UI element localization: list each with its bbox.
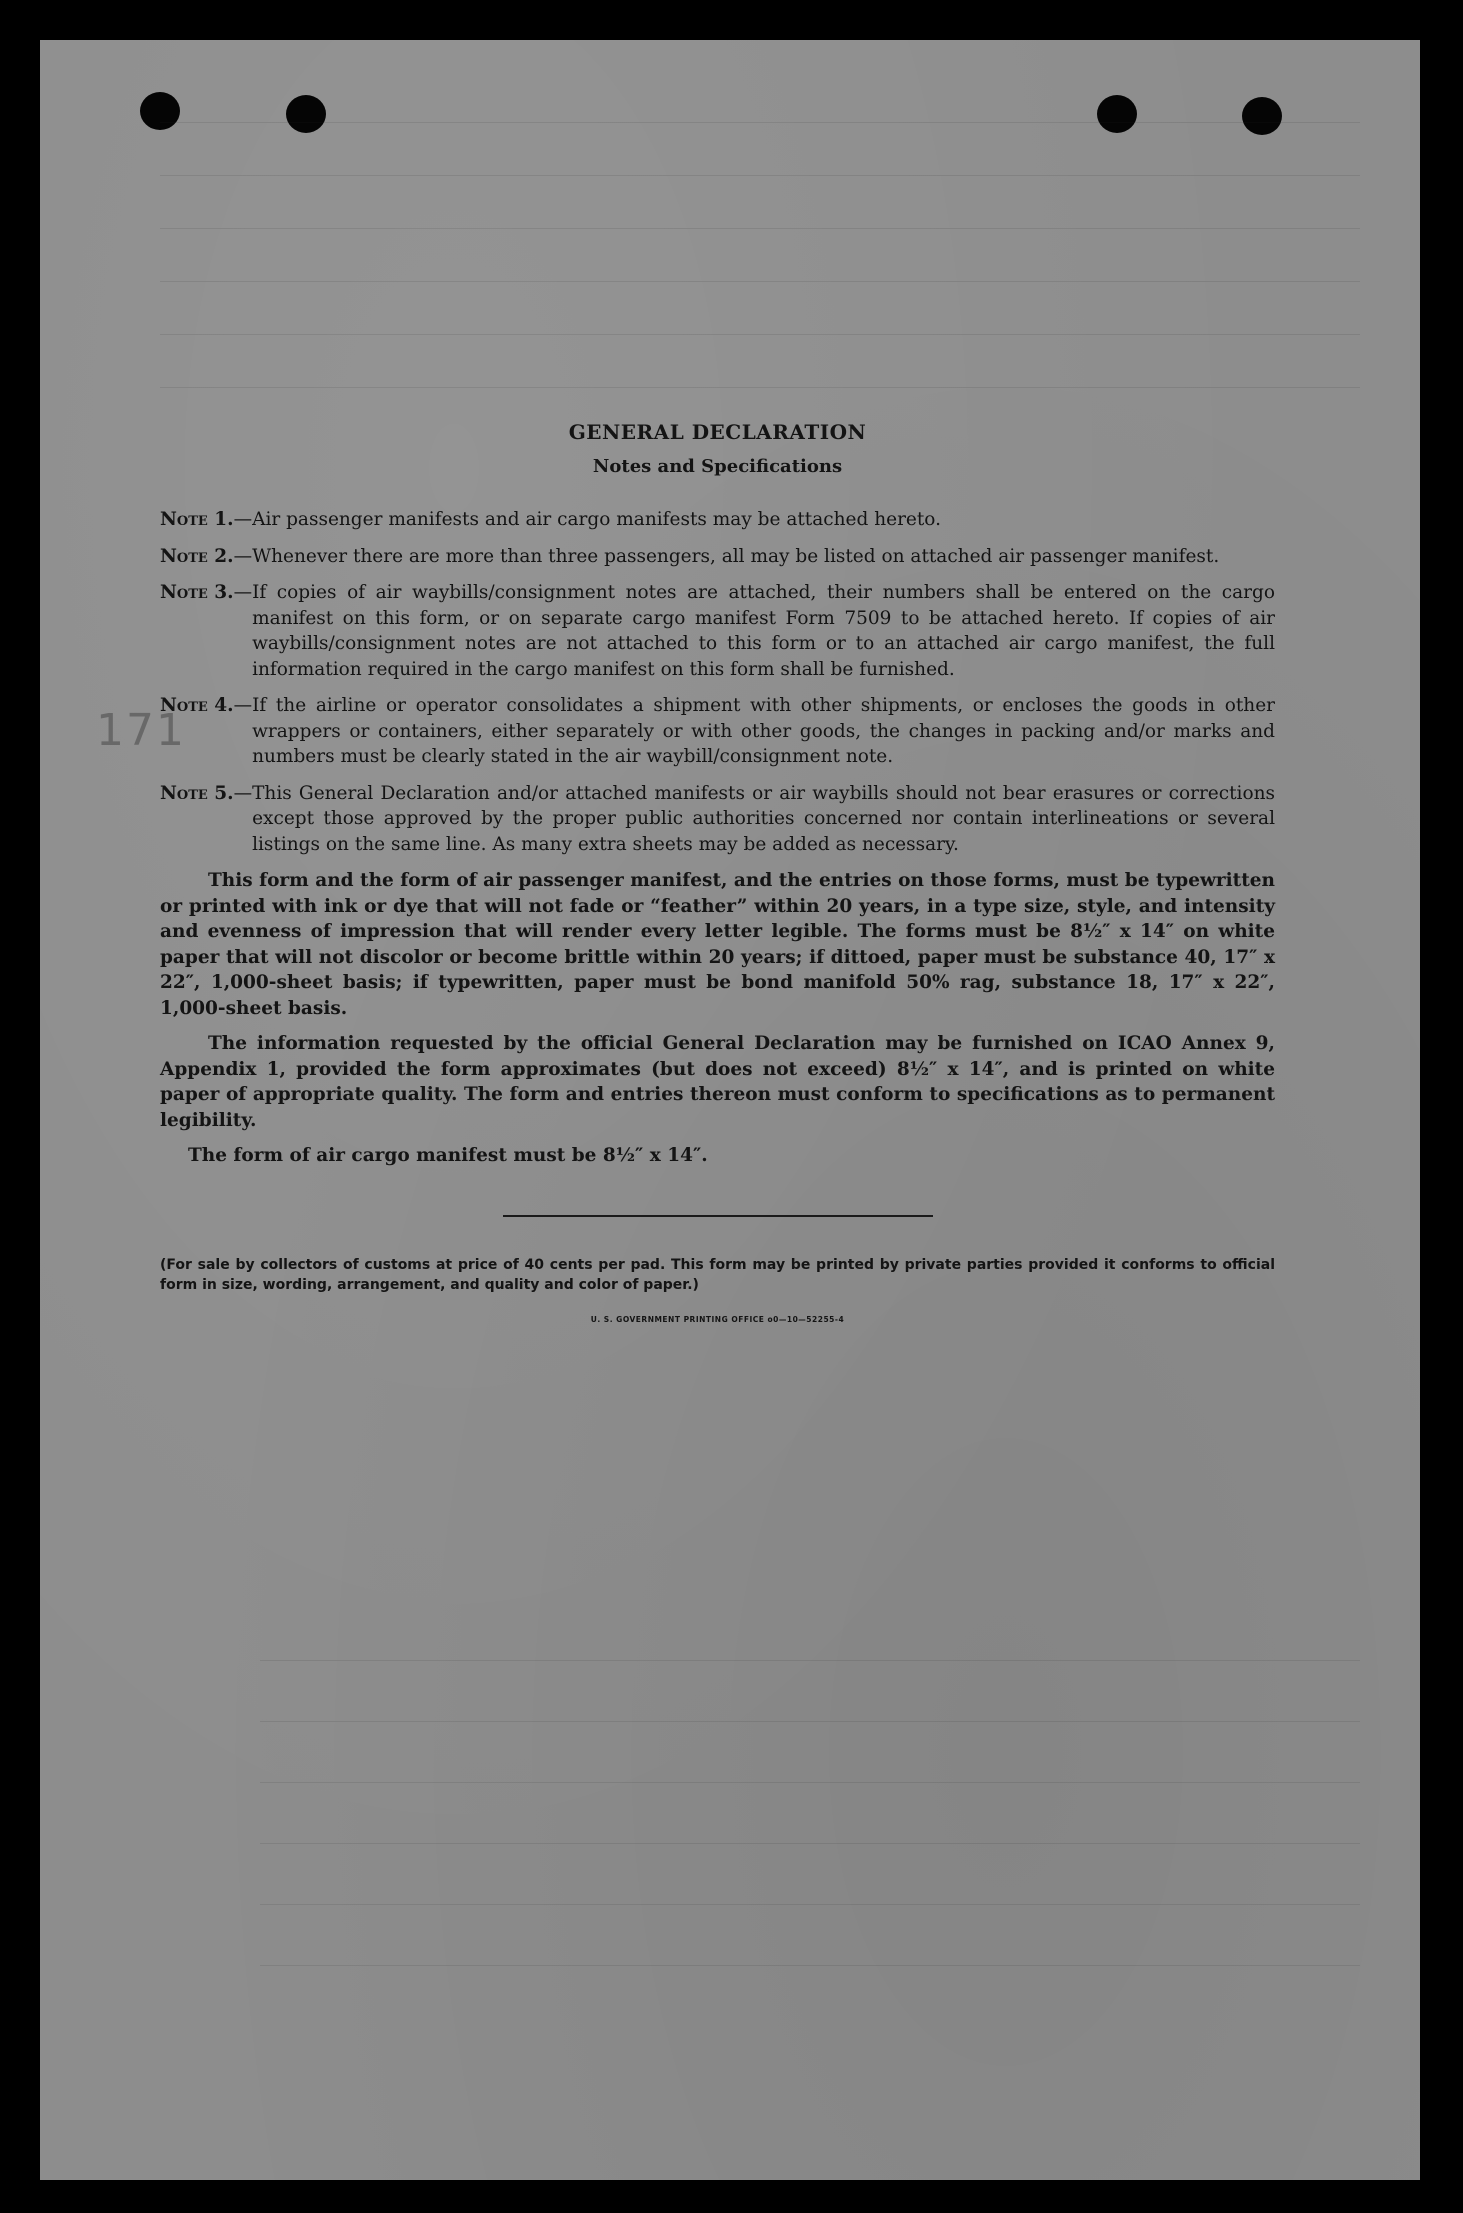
note-label: Note 4.	[160, 695, 234, 716]
note-label: Note 3.	[160, 582, 234, 603]
note-dash: —	[233, 582, 253, 603]
page-title: GENERAL DECLARATION	[568, 420, 867, 444]
note-text: If the airline or operator consolidates a shipment with other shipments, or encloses the goods in other wrappers or containers, either separately or with other goods, the changes in packing and/or marks and numbers must be clearly stated in the air waybill/consignment note.	[252, 695, 1275, 767]
note-text: Air passenger manifests and air cargo manifests may be attached hereto.	[252, 509, 941, 530]
printing-office-imprint: U. S. GOVERNMENT PRINTING OFFICE o0—10—52255-4	[590, 1314, 845, 1324]
paper-specification-paragraph: This form and the form of air passenger manifest, and the entries on those forms, must be typewritten or printed with ink or dye that will not fade or “feather” within 20 years, in a type size, style, and intensity and evenness of impression that will render every letter legible. The forms must be 8½″ x 14″ on white paper that will not discolor or become brittle within 20 years; if dittoed, paper must be substance 40, 17″ x 22″, 1,000-sheet basis; if typewritten, paper must be bond manifold 50% rag, substance 18, 17″ x 22″, 1,000-sheet basis.	[160, 870, 1275, 1019]
note-dash: —	[233, 545, 253, 567]
note-label: Note 2.	[160, 545, 234, 567]
bleed-through-form-bottom	[260, 1600, 1360, 2140]
note-4	[160, 693, 1275, 770]
note-5	[160, 781, 1275, 858]
page-subtitle: Notes and Specifications	[592, 456, 843, 477]
cargo-manifest-size-line: The form of air cargo manifest must be 8½″ x 14″.	[188, 1145, 708, 1166]
margin-number: 171	[96, 705, 186, 756]
note-dash: —	[233, 695, 253, 716]
divider-rule	[503, 1215, 933, 1217]
icao-paragraph: The information requested by the official General Declaration may be furnished on ICAO Annex 9, Appendix 1, provided the form approximates (but does not exceed) 8½″ x 14″, and is printed on white paper of appropriate quality. The form and entries thereon must conform to specifications as to permanent legibility.	[160, 1033, 1275, 1131]
note-text: This General Declaration and/or attached manifests or air waybills should not bear erasures or corrections except those approved by the proper public authorities concerned nor contain interlineations or several listings on the same line. As many extra sheets may be added as necessary.	[252, 782, 1275, 855]
note-dash: —	[233, 782, 253, 804]
note-label: Note 5.	[160, 782, 234, 804]
note-text: If copies of air waybills/consignment notes are attached, their numbers shall be entered on the cargo manifest on this form, or on separate cargo manifest Form 7509 to be attached hereto. If copies of air waybills/consignment notes are not attached to this form or to an attached air cargo manifest, the full information required in the cargo manifest on this form shall be furnished.	[252, 582, 1275, 680]
note-2	[160, 544, 1275, 570]
note-dash: —	[233, 509, 253, 530]
notes-section	[160, 420, 1275, 1324]
note-1	[160, 507, 1275, 533]
sale-notice: (For sale by collectors of customs at price of 40 cents per pad. This form may be printed by private parties provided it conforms to official form in size, wording, arrangement, and quality and color of paper.)	[160, 1256, 1275, 1293]
note-text: Whenever there are more than three passengers, all may be listed on attached air passenger manifest.	[252, 545, 1220, 567]
note-label: Note 1.	[160, 509, 234, 530]
note-3	[160, 580, 1275, 682]
